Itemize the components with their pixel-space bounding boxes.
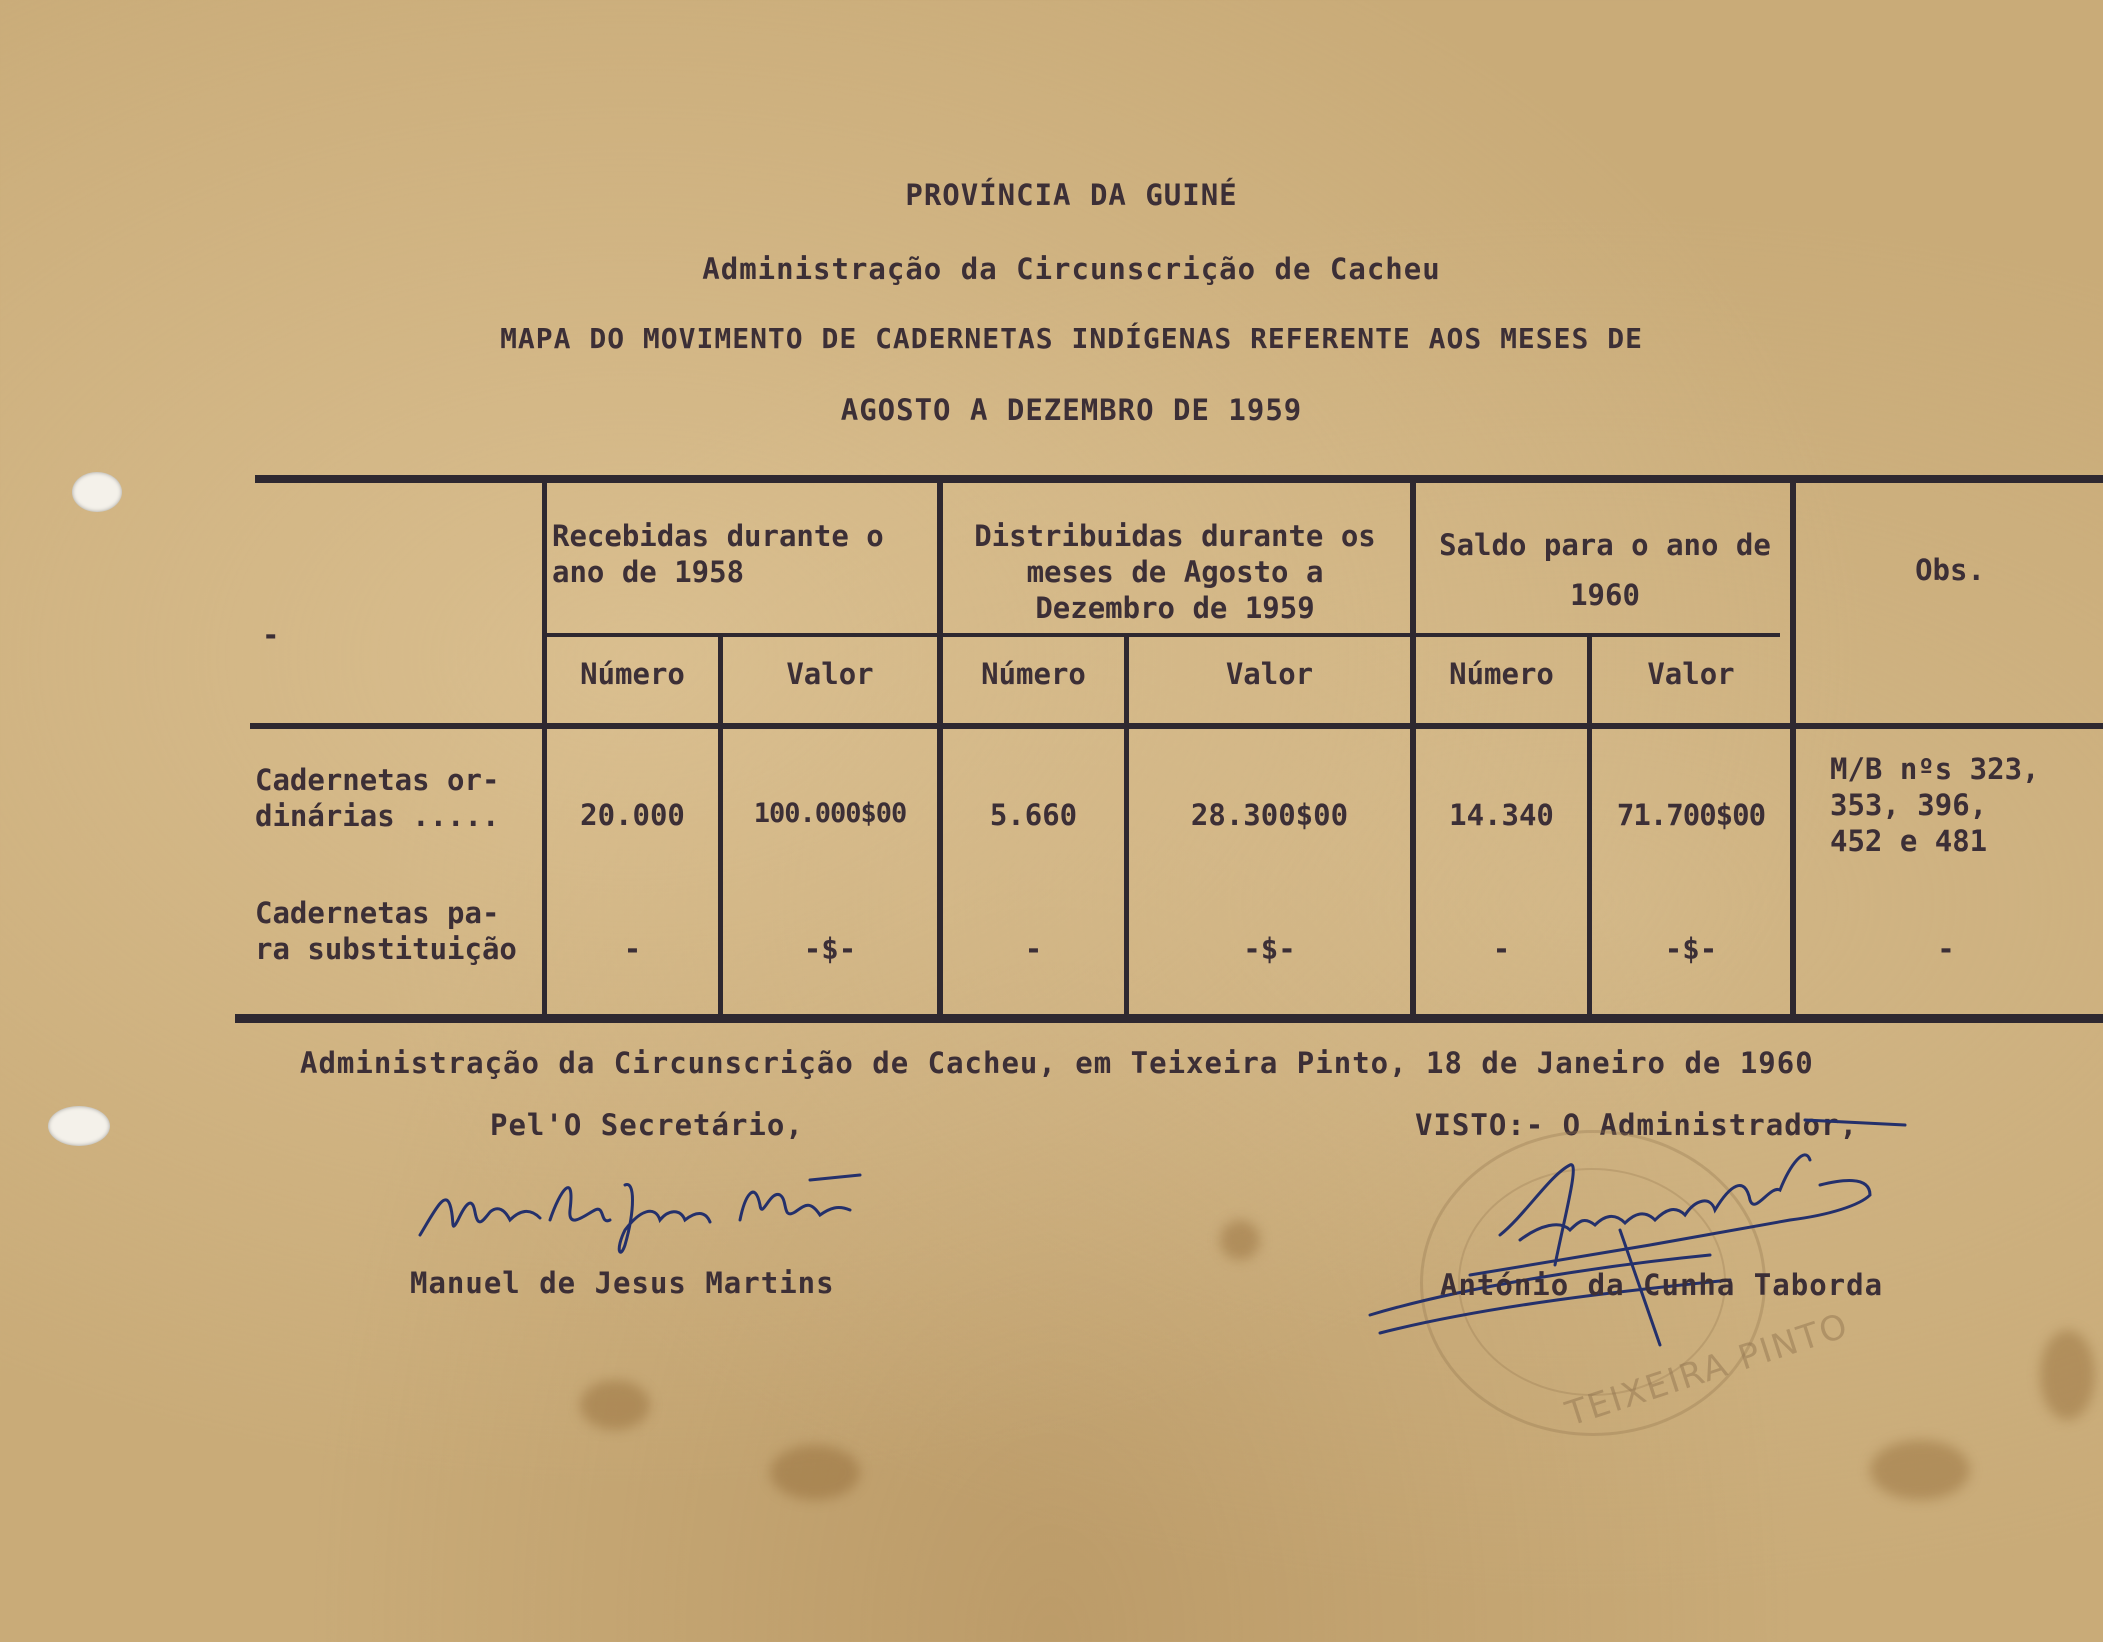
group-header-saldo: Saldo para o ano de 1960: [1439, 528, 1771, 612]
place-date-line: Administração da Circunscrição de Cacheu, em Teixeira Pinto, 18 de Janeiro de 1960: [300, 1046, 1814, 1080]
obs-value: 452 e 481: [1830, 824, 1988, 858]
subheader-valor: Valor: [1647, 657, 1735, 691]
saldo-valor: -$-: [1664, 932, 1718, 966]
recebidas-valor: -$-: [803, 932, 857, 966]
row-label: Cadernetas pa-: [255, 896, 500, 930]
saldo-numero: 14.340: [1449, 798, 1554, 832]
province-title: PROVÍNCIA DA GUINÉ: [905, 178, 1238, 212]
row-label: ra substituição: [255, 932, 517, 966]
period-title: AGOSTO A DEZEMBRO DE 1959: [840, 393, 1303, 427]
subheader-valor: Valor: [1225, 657, 1314, 691]
row-header-placeholder: -: [262, 618, 280, 652]
punch-hole: [72, 472, 122, 512]
punch-hole: [48, 1106, 110, 1146]
secretary-name: Manuel de Jesus Martins: [410, 1266, 835, 1300]
stain: [580, 1380, 650, 1430]
distribuidas-numero: -: [1024, 932, 1043, 966]
subheader-valor: Valor: [786, 657, 874, 691]
subheader-numero: Número: [981, 657, 1086, 691]
administrator-signature: [1350, 1105, 1910, 1355]
subheader-numero: Número: [1449, 657, 1554, 691]
obs-header: Obs.: [1915, 553, 1985, 587]
secretary-signature: [410, 1150, 880, 1270]
secretary-label: Pel'O Secretário,: [490, 1108, 804, 1142]
distribuidas-valor: 28.300$00: [1190, 798, 1349, 832]
obs-value: M/B nºs 323,: [1830, 752, 2040, 786]
stain: [2040, 1330, 2095, 1420]
obs-value: 353, 396,: [1830, 788, 1988, 822]
row-label: dinárias .....: [255, 799, 500, 833]
obs-value: -: [1937, 932, 1955, 966]
recebidas-numero: -: [623, 932, 642, 966]
map-title: MAPA DO MOVIMENTO DE CADERNETAS INDÍGENAS REFERENTE AOS MESES DE: [500, 322, 1643, 355]
saldo-numero: -: [1492, 932, 1511, 966]
group-header-distribuidas: Distribuidas durante os meses de Agosto a Dezembro de 1959: [974, 519, 1376, 625]
administrator-name: António da Cunha Taborda: [1440, 1268, 1884, 1302]
seal-text: TEIXEIRA PINTO: [1561, 1305, 1854, 1435]
recebidas-numero: 20.000: [580, 798, 685, 832]
table-bottom-rule: [235, 1014, 2103, 1023]
stain: [1870, 1440, 1970, 1500]
recebidas-valor: 100.000$00: [753, 798, 907, 829]
header-bottom-rule: [250, 723, 2103, 729]
table-top-rule: [255, 475, 2103, 483]
row-label: Cadernetas or-: [255, 763, 500, 797]
saldo-valor: 71.700$00: [1616, 798, 1766, 832]
administration-title: Administração da Circunscrição de Cacheu: [702, 252, 1441, 286]
stain: [1220, 1220, 1260, 1260]
stain: [770, 1445, 860, 1500]
distribuidas-valor: -$-: [1243, 932, 1296, 966]
subheader-numero: Número: [580, 657, 685, 691]
distribuidas-numero: 5.660: [989, 798, 1078, 832]
group-header-recebidas: Recebidas durante o ano de 1958: [552, 519, 884, 589]
group-header-rule: [545, 633, 1780, 637]
visto-label: VISTO:- O Administrador,: [1415, 1108, 1859, 1142]
